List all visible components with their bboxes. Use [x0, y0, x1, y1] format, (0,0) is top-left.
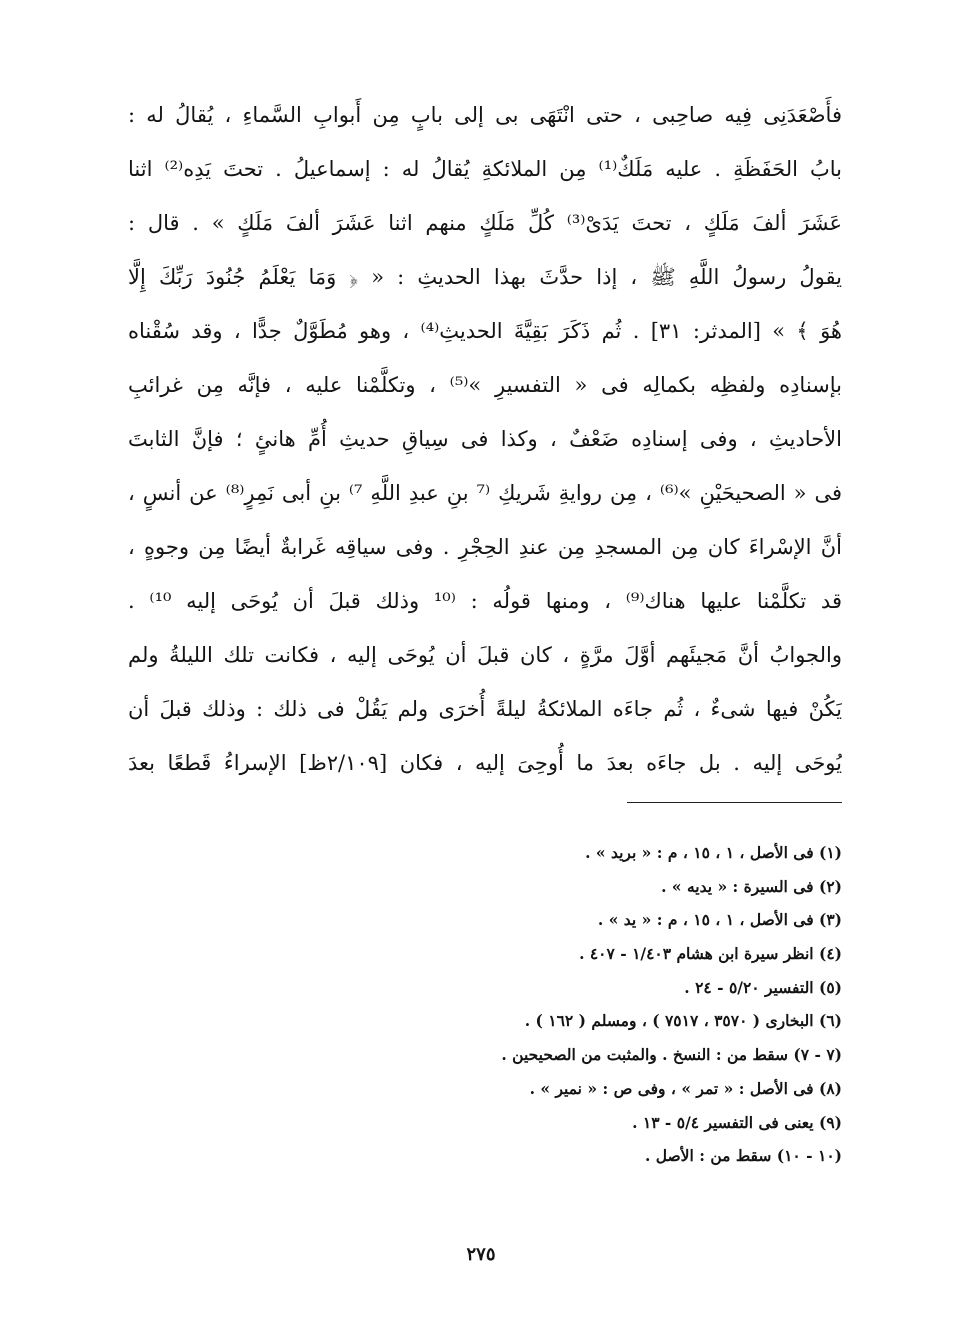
text-line-10: قد تكلَّمْنا عليها هناك⁽⁹⁾ ، ومنها قولُه : ⁽¹⁰ وذلك قبلَ أن يُوحَى إليه ¹⁰⁾ .: [128, 589, 842, 613]
footnote-5: (٥) التفسير ٥/٢٠ - ٢٤ .: [684, 977, 842, 997]
text-line-9: أنَّ الإسْراءَ كان مِن المسجدِ مِن عندِ الحِجْرِ . وفى سياقِه غَرابةٌ أيضًا مِن وجوهٍ ،: [128, 535, 842, 559]
footnote-divider: [627, 802, 842, 803]
main-text: [128, 88, 842, 790]
text-line-2: بابُ الحَفَظَةِ . عليه مَلَكٌ⁽¹⁾ مِن الملائكةِ يُقالُ له : إسماعيلُ . تحتَ يَدِه⁽²⁾ اثنا: [128, 157, 842, 181]
text-line-6: بإسنادِه ولفظِه بكمالِه فى « التفسيرِ »⁽⁵⁾ ، وتكلَّمْنا عليه ، فإنَّه مِن غرائبِ: [128, 373, 842, 397]
text-line-4: يقولُ رسولُ اللَّهِ ﷺ ، إذا حدَّثَ بهذا الحديثِ : « ﴿ وَمَا يَعْلَمُ جُنُودَ رَبِّكَ إِلَّا: [128, 265, 842, 289]
footnote-1: (١) فى الأصل ، ١ ، ١٥ ، م : « بريد » .: [585, 843, 842, 862]
page-number: ٢٧٥: [466, 1244, 496, 1265]
footnote-9: (٩) يعنى فى التفسير ٥/٤ - ١٣ .: [632, 1112, 842, 1132]
text-line-7: الأحاديثِ ، وفى إسنادِه ضَعْفٌ ، وكذا فى سِياقِ حديثِ أُمِّ هانئٍ ؛ فإنَّ الثابتَ: [128, 427, 842, 451]
footnote-8: (٨) فى الأصل : « تمر » ، وفى ص : « نمير » .: [529, 1078, 842, 1098]
text-line-13: يُوحَى إليه . بل جاءَه بعدَ ما أُوحِىَ إليه ، فكان [٢/١٠٩ظ] الإسراءُ قَطعًا بعدَ: [128, 751, 842, 775]
footnote-6: (٦) البخارى ( ٣٥٧٠ ، ٧٥١٧ ) ، ومسلم ( ١٦٢ ) .: [524, 1011, 842, 1031]
text-line-5: هُوَ ﴾ » [المدثر: ٣١] . ثُم ذَكَرَ بَقِيَّةَ الحديثِ⁽⁴⁾ ، وهو مُطَوَّلٌ جدًّا ، وقد سُقْناه: [128, 319, 842, 343]
text-line-12: يَكُنْ فيها شىءٌ ، ثُم جاءَه الملائكةُ ليلةً أُخرَى ولم يَقُلْ فى ذلك : وذلك قبلَ أن: [128, 697, 842, 721]
text-line-3: عَشَرَ ألفَ مَلَكٍ ، تحتَ يَدَىْ⁽³⁾ كُلِّ مَلَكٍ منهم اثنا عَشَرَ ألفَ مَلَكٍ » . قال :: [128, 211, 842, 235]
text-line-8: فى « الصحيحَيْنِ »⁽⁶⁾ ، مِن روايةِ شَريكِ ⁽⁷ بنِ عبدِ اللَّهِ ⁷⁾ بنِ أبى نَمِرٍ⁽⁸⁾ عن أنسٍ ،: [128, 481, 842, 505]
footnote-7: (٧ - ٧) سقط من : النسخ . والمثبت من الصحيحين .: [501, 1045, 842, 1065]
footnotes: [300, 836, 842, 1173]
footnote-10: (١٠ - ١٠) سقط من : الأصل .: [644, 1146, 842, 1166]
footnote-3: (٣) فى الأصل ، ١ ، ١٥ ، م : « يد » .: [597, 910, 842, 930]
footnote-4: (٤) انظر سيرة ابن هشام ١/٤٠٣ - ٤٠٧ .: [579, 944, 842, 964]
text-line-1: فأَصْعَدَنِى فِيه صاحِبى ، حتى انْتَهَى بى إلى بابٍ مِن أَبوابِ السَّماءِ ، يُقالُ له :: [128, 103, 842, 127]
footnote-2: (٢) فى السيرة : « يديه » .: [661, 876, 842, 896]
text-line-11: والجوابُ أنَّ مَجيئَهم أوَّلَ مرَّةٍ ، كان قبلَ أن يُوحَى إليه ، فكانت تلك الليلةُ ولم: [128, 643, 842, 667]
